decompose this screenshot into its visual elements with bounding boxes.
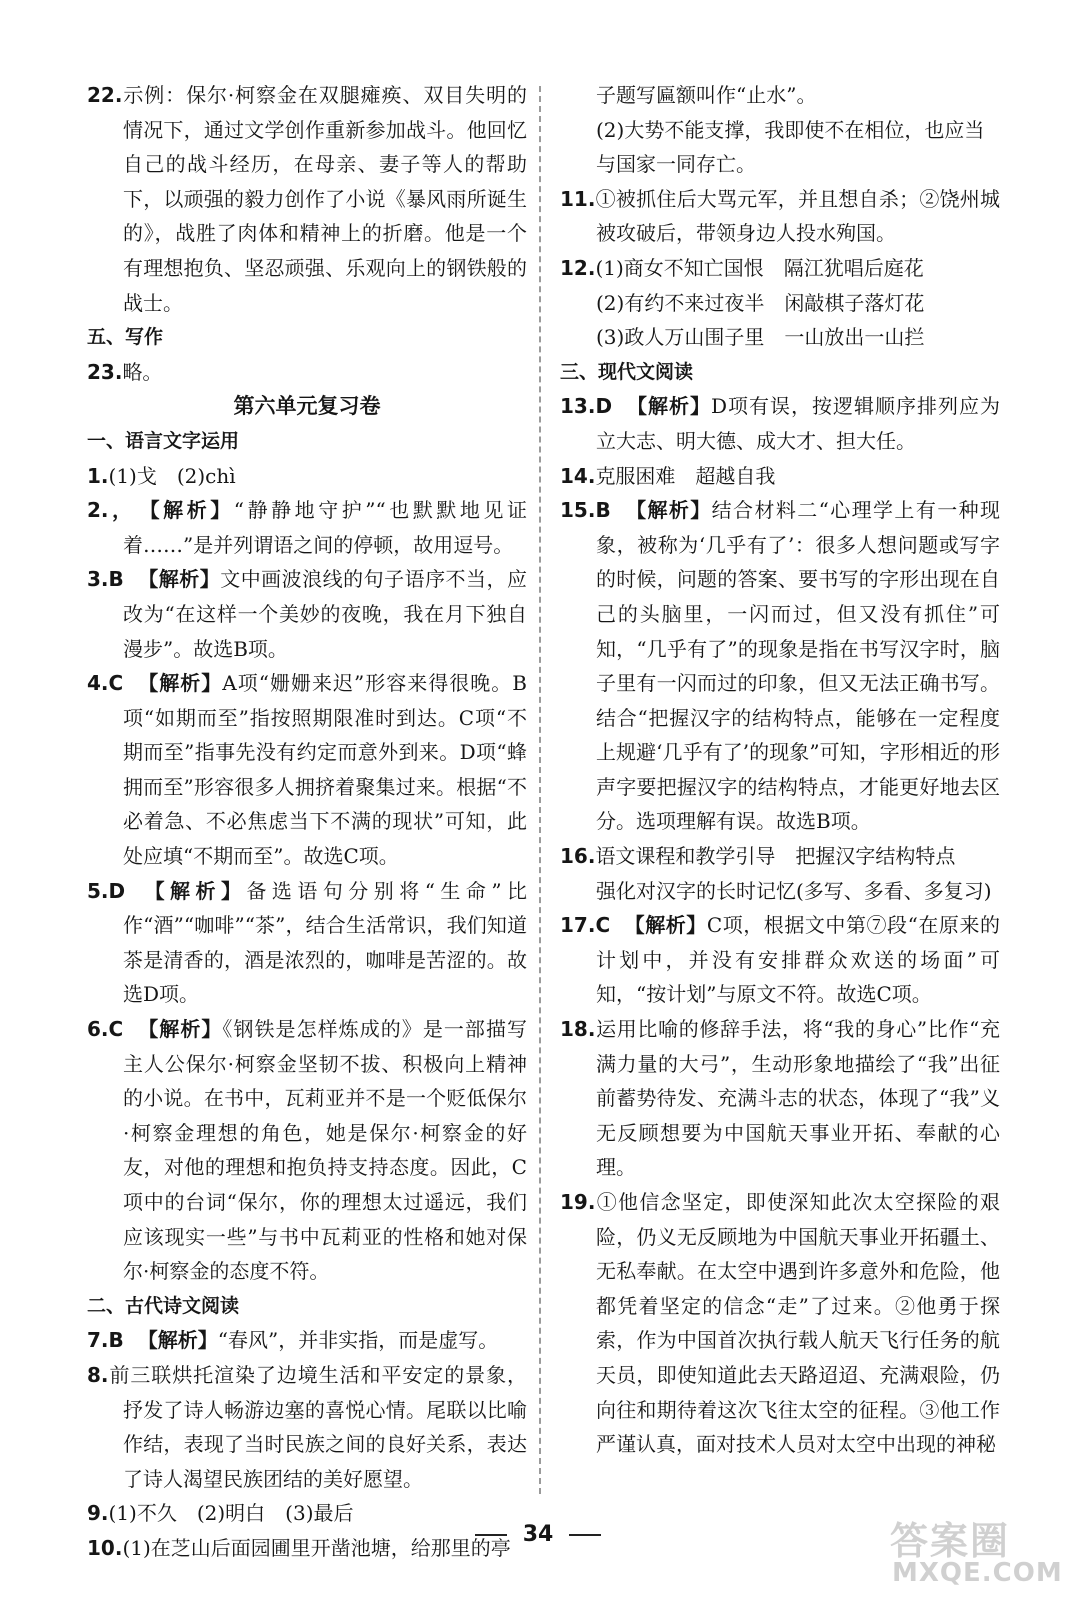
column-divider [539,86,541,1494]
answer-16: 16.语文课程和教学引导 把握汉字结构特点 [560,844,956,869]
answer-13: 13.D 【解析】D项有误，按逻辑顺序排列应为立大志、明大德、成大才、担大任。 [560,394,1000,453]
answer-7: 7.B 【解析】“春风”，并非实指，而是虚写。 [87,1328,499,1353]
section-classical: 二、古代诗文阅读 [87,1294,240,1317]
unit-six-title: 第六单元复习卷 [233,394,381,419]
answer-15: 15.B 【解析】结合材料二“心理学上有一种现象，被称为‘几乎有了’：很多人想问题或写字的时候，问题的答案、要书写的字形出现在自己的头脑里，一闪而过，但又没有抓住”可知，“几乎有了”的现象是指在书写汉字时，脑子里有一闪而过的印象，但又无法正确书写。结合“把握汉字的结构特点，能够在一定程度上规避‘几乎有了’的现象”可知，字形相近的形声字要把握汉字的结构特点，才能更好地去区分。选项理解有误。故选B项。 [560,498,1000,834]
answer-17: 17.C 【解析】C项，根据文中第⑦段“在原来的计划中，并没有安排群众欢送的场面”可知，“按计划”与原文不符。故选C项。 [560,913,1001,1007]
answer-11: 11.①被抓住后大骂元军，并且想自杀；②饶州城被攻破后，带领身边人投水殉国。 [560,186,1000,246]
page-number: 34 [0,1522,1076,1547]
answer-9: 9.(1)不久 (2)明白 (3)最后 [87,1501,354,1526]
answer-12-line-3: (3)政人万山围子里 一山放出一山拦 [596,325,925,350]
left-column [87,78,527,1566]
answer-6: 6.C 【解析】《钢铁是怎样炼成的》是一部描写主人公保尔·柯察金坚韧不拔、积极向上精神的小说。在书中，瓦莉亚并不是一个贬低保尔·柯察金理想的角色，她是保尔·柯察金的好友，对他的理想和抱负持支持态度。因此，C项中的台词“保尔，你的理想太过遥远，我们应该现实一些”与书中瓦莉亚的性格和她对保尔·柯察金的态度不符。 [87,1017,528,1284]
section-modern: 三、现代文阅读 [560,360,694,383]
section-writing: 五、写作 [87,326,164,349]
answer-5: 5.D 【解析】备选语句分别将“生命”比作“酒”“咖啡”“茶”，结合生活常识，我们知道茶是清香的，酒是浓烈的，咖啡是苦涩的。故选D项。 [87,878,528,1007]
answer-1: 1.(1)戈 (2)chì [87,463,236,488]
answer-4: 4.C 【解析】A项“姗姗来迟”形容来得很晚。B项“如期而至”指按照期限准时到达。C项“不期而至”指事先没有约定而意外到来。D项“蜂拥而至”形容很多人拥挤着聚集过来。根据“不必着急、不必焦虑当下不满的现状”可知，此处应填“不期而至”。故选C项。 [87,671,528,869]
answer-12: 12.(1)商女不知亡国恨 隔江犹唱后庭花 [560,255,924,280]
answer-3: 3.B 【解析】文中画波浪线的句子语序不当，应改为“在这样一个美妙的夜晚，我在月下独自漫步”。故选B项。 [87,567,528,661]
page-number-dash-right [569,1534,601,1536]
answer-2: 2.， 【解析】“静静地守护”“也默默地见证着……”是并列谓语之间的停顿，故用逗号。 [87,498,528,557]
answer-10-part-2: (2)大势不能支撑，我即使不在相位，也应当与国家一同存亡。 [596,117,985,177]
right-column [560,78,1000,1462]
answer-22: 22.示例：保尔·柯察金在双腿瘫痪、双目失明的情况下，通过文学创作重新参加战斗。他回忆自己的战斗经历，在母亲、妻子等人的帮助下，以顽强的毅力创作了小说《暴风雨所诞生的》，战胜了肉体和精神上的折磨。他是一个有理想抱负、坚忍顽强、乐观向上的钢铁般的战士。 [87,83,527,315]
answer-12-line-2: (2)有约不来过夜半 闲敲棋子落灯花 [596,290,925,315]
answer-23: 23.略。 [87,359,163,384]
answer-19: 19.①他信念坚定，即使深知此次太空探险的艰险，仍义无反顾地为中国航天事业开拓疆土、无私奉献。在太空中遇到许多意外和危险，他都凭着坚定的信念“走”了过来。②他勇于探索，作为中国首次执行载人航天飞行任务的航天员，即使知道此去天路迢迢、充满艰险，仍向往和期待着这次飞往太空的征程。③他工作严谨认真，面对技术人员对太空中出现的神秘 [560,1190,1000,1457]
answer-10: 10.(1)在芝山后面园圃里开凿池塘，给那里的亭 [87,1535,511,1560]
watermark-text: 答案圈 [890,1519,1011,1563]
answer-18: 18.运用比喻的修辞手法，将“我的身心”比作“充满力量的大弓”，生动形象地描绘了“我”出征前蓄势待发、充满斗志的状态，体现了“我”义无反顾想要为中国航天事业开拓、奉献的心理。 [560,1017,1000,1180]
page-number-dash-left [475,1534,507,1536]
watermark-url: MXQE.COM [892,1558,1063,1588]
section-language: 一、语言文字运用 [87,429,240,452]
answer-16-line-2: 强化对汉字的长时记忆(多写、多看、多复习) [596,878,992,903]
watermark-logo [882,1510,1062,1592]
answer-14: 14.克服困难 超越自我 [560,463,776,488]
answer-10-continued: 子题写匾额叫作“止水”。 [596,83,817,107]
answer-8: 8.前三联烘托渲染了边境生活和平安定的景象，抒发了诗人畅游边塞的喜悦心情。尾联以比喻作结，表现了当时民族之间的良好关系，表达了诗人渴望民族团结的美好愿望。 [87,1362,527,1491]
